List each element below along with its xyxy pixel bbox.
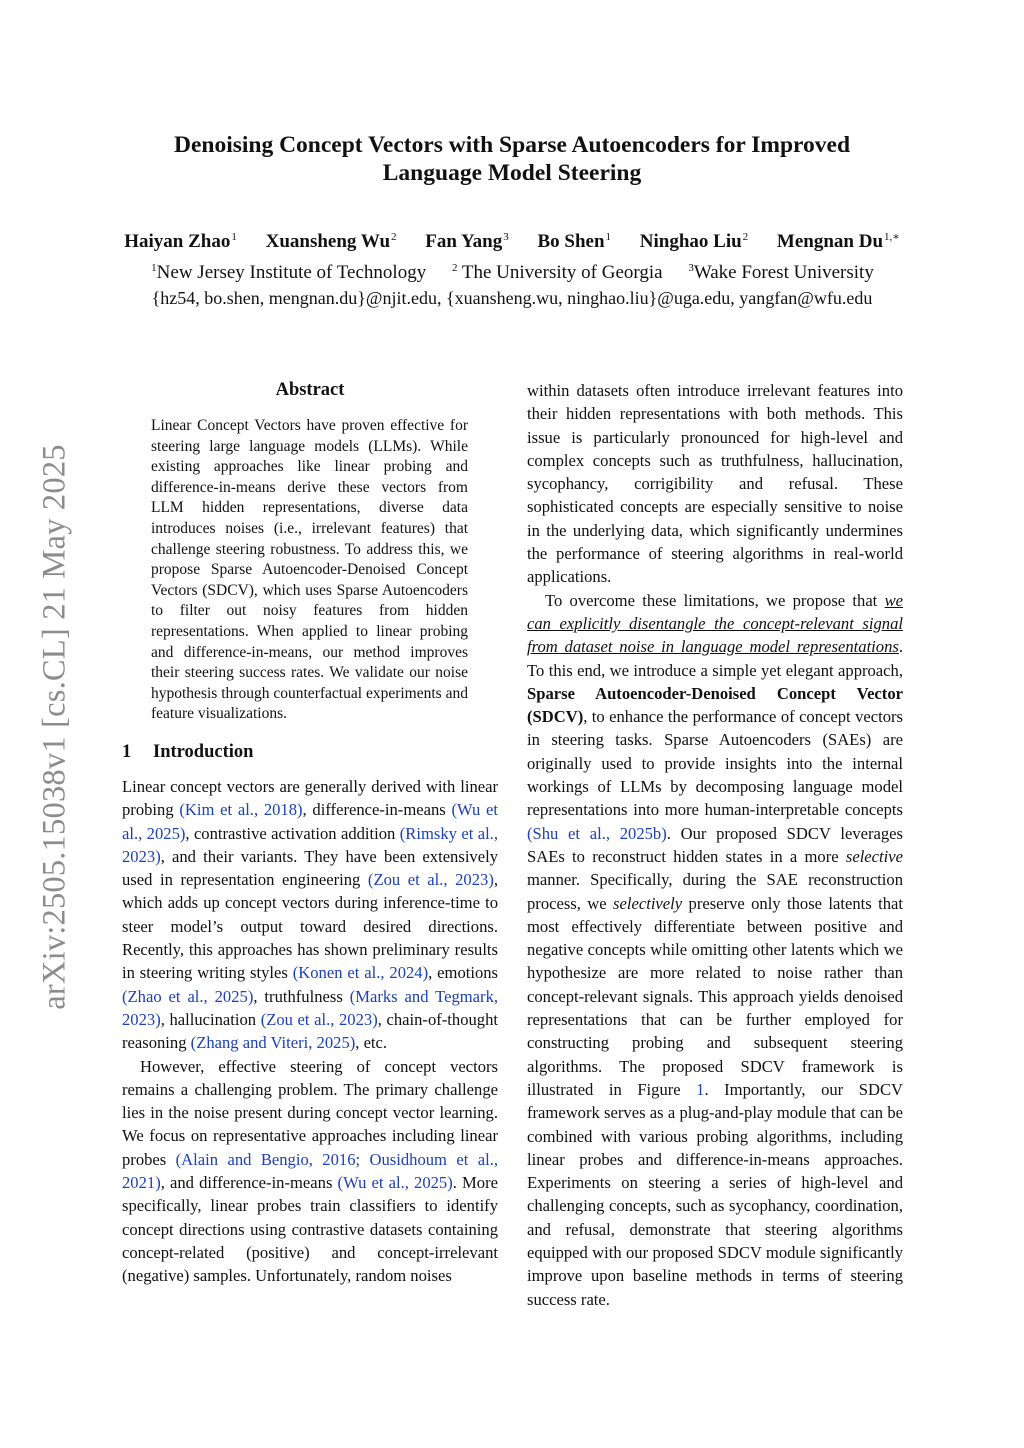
intro-paragraph-2 xyxy=(122,1055,498,1288)
author: Haiyan Zhao$^1$ xyxy=(124,231,237,252)
text-run: However, effective steering of concept vectors remains a challenging problem. The primary challenge lies in the noise present during concept vector learning. We focus on representative approaches including linear probes xyxy=(122,1056,498,1169)
text-run: we can explicitly disentangle the concept-relevant signal from dataset noise in language model representations xyxy=(527,590,903,657)
author: Mengnan $Du^{1,∗}$ xyxy=(776,231,900,252)
text-run: . More specifically, linear probes train classifiers to identify concept directions using contrastive datasets containing concept-related (positive) and concept-irrelevant (negative) samples. Unfortunately, random noises xyxy=(122,1173,498,1286)
text-run: Linear concept vectors are generally derived with linear probing xyxy=(122,777,498,820)
citation-link[interactable]: (Wu et al., 2025) xyxy=(337,1173,453,1193)
citation-link[interactable]: (Zou et al., 2023) xyxy=(260,1009,378,1029)
right-column-body xyxy=(527,379,903,1311)
affiliation-list xyxy=(0,256,1024,285)
text-run: , contrastive activation addition xyxy=(185,823,400,843)
author-list xyxy=(0,225,1024,254)
abstract-text: Linear Concept Vectors have proven effective for steering large language models (LLMs). While existing approaches like linear probing and difference-in-means derive these vectors from LLM hidden representations, diverse data introduces noises (i.e., irrelevant features) that challenge steering robustness. To address this, we propose Sparse Autoencoder-Denoised Concept Vectors (SDCV), which uses Sparse Autoencoders to filter out noisy features from hidden representations. When applied to linear probing and difference-in-means, our method improves their steering success rates. We validate our noise hypothesis through counterfactual experiments and feature visualizations. xyxy=(151,417,468,723)
author-emails: {hz54, bo.shen, mengnan.du}@njit.edu, {xuansheng.wu, ninghao.liu}@uga.edu, yangfan@wfu.edu xyxy=(151,288,873,308)
abstract-heading: Abstract xyxy=(275,380,345,400)
text-run: , emotions xyxy=(428,963,499,983)
citation-link[interactable]: (Zhang and Viteri, 2025) xyxy=(190,1033,356,1053)
text-run: selective xyxy=(845,846,903,866)
text-run: , to enhance the performance of concept vectors in steering tasks. Sparse Autoencoders (SAEs) are originally used to provide insights into the internal workings of LLMs by decomposing language model representations into more human-interpretable concepts xyxy=(527,707,903,820)
citation-link[interactable]: (Alain and Bengio, 2016; Ousidhoum et al., 2021) xyxy=(122,1149,499,1193)
citation-link[interactable]: 1 xyxy=(696,1079,705,1099)
text-run: . To this end, we introduce a simple yet elegant approach, xyxy=(527,637,903,680)
affiliation: $^2$ The University of Georgia xyxy=(451,262,663,283)
author: Bo Shen$^1$ xyxy=(537,231,612,252)
author: Xuansheng Wu$^2$ xyxy=(265,231,397,252)
text-run: , hallucination xyxy=(160,1009,261,1029)
citation-link[interactable]: (Marks and Tegmark, 2023) xyxy=(122,986,499,1029)
intro-paragraph-2-continued xyxy=(527,379,903,589)
text-run: Sparse Autoencoder-Denoised Concept Vector (SDCV) xyxy=(527,683,903,727)
citation-link[interactable]: (Rimsky et al., 2023) xyxy=(122,823,498,866)
text-run: . Importantly, our SDCV framework serves as a plug-and-play module that can be combined with various probing algorithms, including linear probes and difference-in-means approaches. Experiments on steering a series of high-level and challenging concepts, such as sycophancy, coordination, and refusal, demonstrate that steering algorithms equipped with our proposed SDCV module significantly improve upon baseline methods in terms of steering success rate. xyxy=(527,1079,903,1309)
left-column-body xyxy=(122,775,498,1288)
citation-link[interactable]: (Zhao et al., 2025) xyxy=(122,986,254,1006)
title-line-2: Language Model Steering xyxy=(382,160,642,186)
text-run: To overcome these limitations, we propose that xyxy=(545,590,885,610)
text-run: , which adds up concept vectors during inference-time to steer model’s output toward desired directions. Recently, this approaches has shown preliminary results in steering writing styles xyxy=(122,870,498,983)
affiliation: $^1$New Jersey Institute of Technology xyxy=(151,262,427,283)
author: Fan Yang$^3$ xyxy=(425,231,509,252)
text-run: selectively xyxy=(613,893,683,913)
affiliation: $^3$Wake Forest University xyxy=(688,262,874,283)
citation-link[interactable]: (Konen et al., 2024) xyxy=(292,963,429,983)
text-run: , and their variants. They have been extensively used in representation engineering xyxy=(122,846,498,890)
intro-paragraph-3 xyxy=(527,589,903,1311)
section-title: Introduction xyxy=(153,742,254,762)
arxiv-identifier-stamp: arXiv:2505.15038v1 [cs.CL] 21 May 2025 xyxy=(36,444,73,1010)
text-run: , etc. xyxy=(355,1033,388,1053)
text-run: . Our proposed SDCV leverages SAEs to reconstruct hidden states in a more xyxy=(527,823,903,866)
citation-link[interactable]: (Shu et al., 2025b) xyxy=(527,823,667,843)
citation-link[interactable]: (Zou et al., 2023) xyxy=(367,870,494,890)
text-run: preserve only those latents that most effectively differentiate between positive and negative concepts while omitting other latents which we hypothesize are more related to noise rather than concept-relevant signals. This approach yields denoised representations that can be further employed for constructing probing and subsequent steering algorithms. The proposed SDCV framework is illustrated in Figure xyxy=(527,893,904,1099)
text-run: , and difference-in-means xyxy=(160,1173,338,1193)
text-run: manner. Specifically, during the SAE reconstruction process, we xyxy=(527,870,903,913)
title-line-1: Denoising Concept Vectors with Sparse Autoencoders for Improved xyxy=(173,132,851,158)
intro-paragraph-1 xyxy=(122,775,498,1055)
text-run: , chain-of-thought reasoning xyxy=(122,1009,498,1053)
text-run: , truthfulness xyxy=(253,986,350,1006)
citation-link[interactable]: (Kim et al., 2018) xyxy=(179,800,303,820)
text-run: , difference-in-means xyxy=(302,800,452,820)
author: Ninghao Liu$^2$ xyxy=(639,231,749,252)
section-number: 1 xyxy=(122,742,132,762)
text-run: within datasets often introduce irrelevant features into their hidden representations with both methods. This issue is particularly pronounced for high-level and complex concepts such as truthfulness, hallucination, sycophancy, corrigibility and refusal. These sophisticated concepts are especially sensitive to noise in the underlying data, which significantly undermines the performance of steering algorithms in real-world applications. xyxy=(527,381,903,587)
citation-link[interactable]: (Wu et al., 2025) xyxy=(122,800,498,843)
section-heading-introduction xyxy=(122,740,253,764)
paper-title xyxy=(0,131,1024,187)
